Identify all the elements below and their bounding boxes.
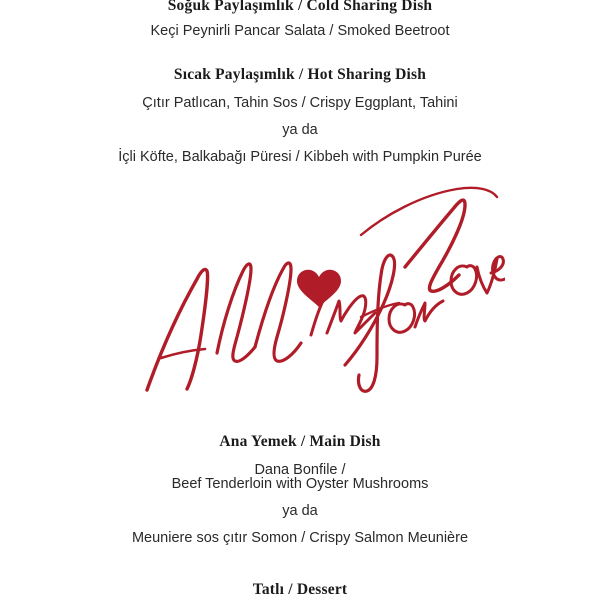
menu-item-hot-sharing-1	[0, 93, 600, 114]
cold-sharing-title: Soğuk Paylaşımlık / Cold Sharing Dish	[167, 0, 433, 14]
menu-item-main-1-line-2	[0, 474, 600, 495]
menu-item-cold-sharing-1	[0, 21, 600, 42]
hot-sharing-item-2-label: İçli Köfte, Balkabağı Püresi / Kibbeh with Pumpkin Purée	[118, 149, 482, 165]
connector-main-dish	[0, 501, 600, 522]
cold-sharing-item-label: Keçi Peynirli Pancar Salata / Smoked Beetroot	[150, 23, 450, 39]
connector-hot-sharing	[0, 120, 600, 141]
hot-sharing-item-1-label: Çıtır Patlıcan, Tahin Sos / Crispy Eggplant, Tahini	[142, 95, 458, 111]
main-dish-item-1-line-2-label: Beef Tenderloin with Oyster Mushrooms	[171, 476, 429, 492]
main-dish-item-2-label: Meuniere sos çıtır Somon / Crispy Salmon Meunière	[131, 530, 469, 546]
menu-item-hot-sharing-2	[0, 147, 600, 168]
dessert-title: Tatlı / Dessert	[252, 581, 348, 598]
all-in-for-love-script-artwork	[105, 175, 505, 420]
main-dish-item-1-line-1-label: Dana Bonfile /	[254, 462, 346, 478]
main-dish-title: Ana Yemek / Main Dish	[219, 433, 381, 450]
hot-sharing-connector-label: ya da	[282, 122, 318, 138]
hot-sharing-title: Sıcak Paylaşımlık / Hot Sharing Dish	[173, 66, 427, 83]
section-title-main-dish	[0, 433, 600, 452]
section-title-dessert	[0, 581, 600, 600]
section-title-cold-sharing	[0, 0, 600, 16]
main-dish-connector-label: ya da	[282, 503, 318, 519]
section-title-hot-sharing	[0, 66, 600, 85]
menu-item-main-2	[0, 528, 600, 549]
